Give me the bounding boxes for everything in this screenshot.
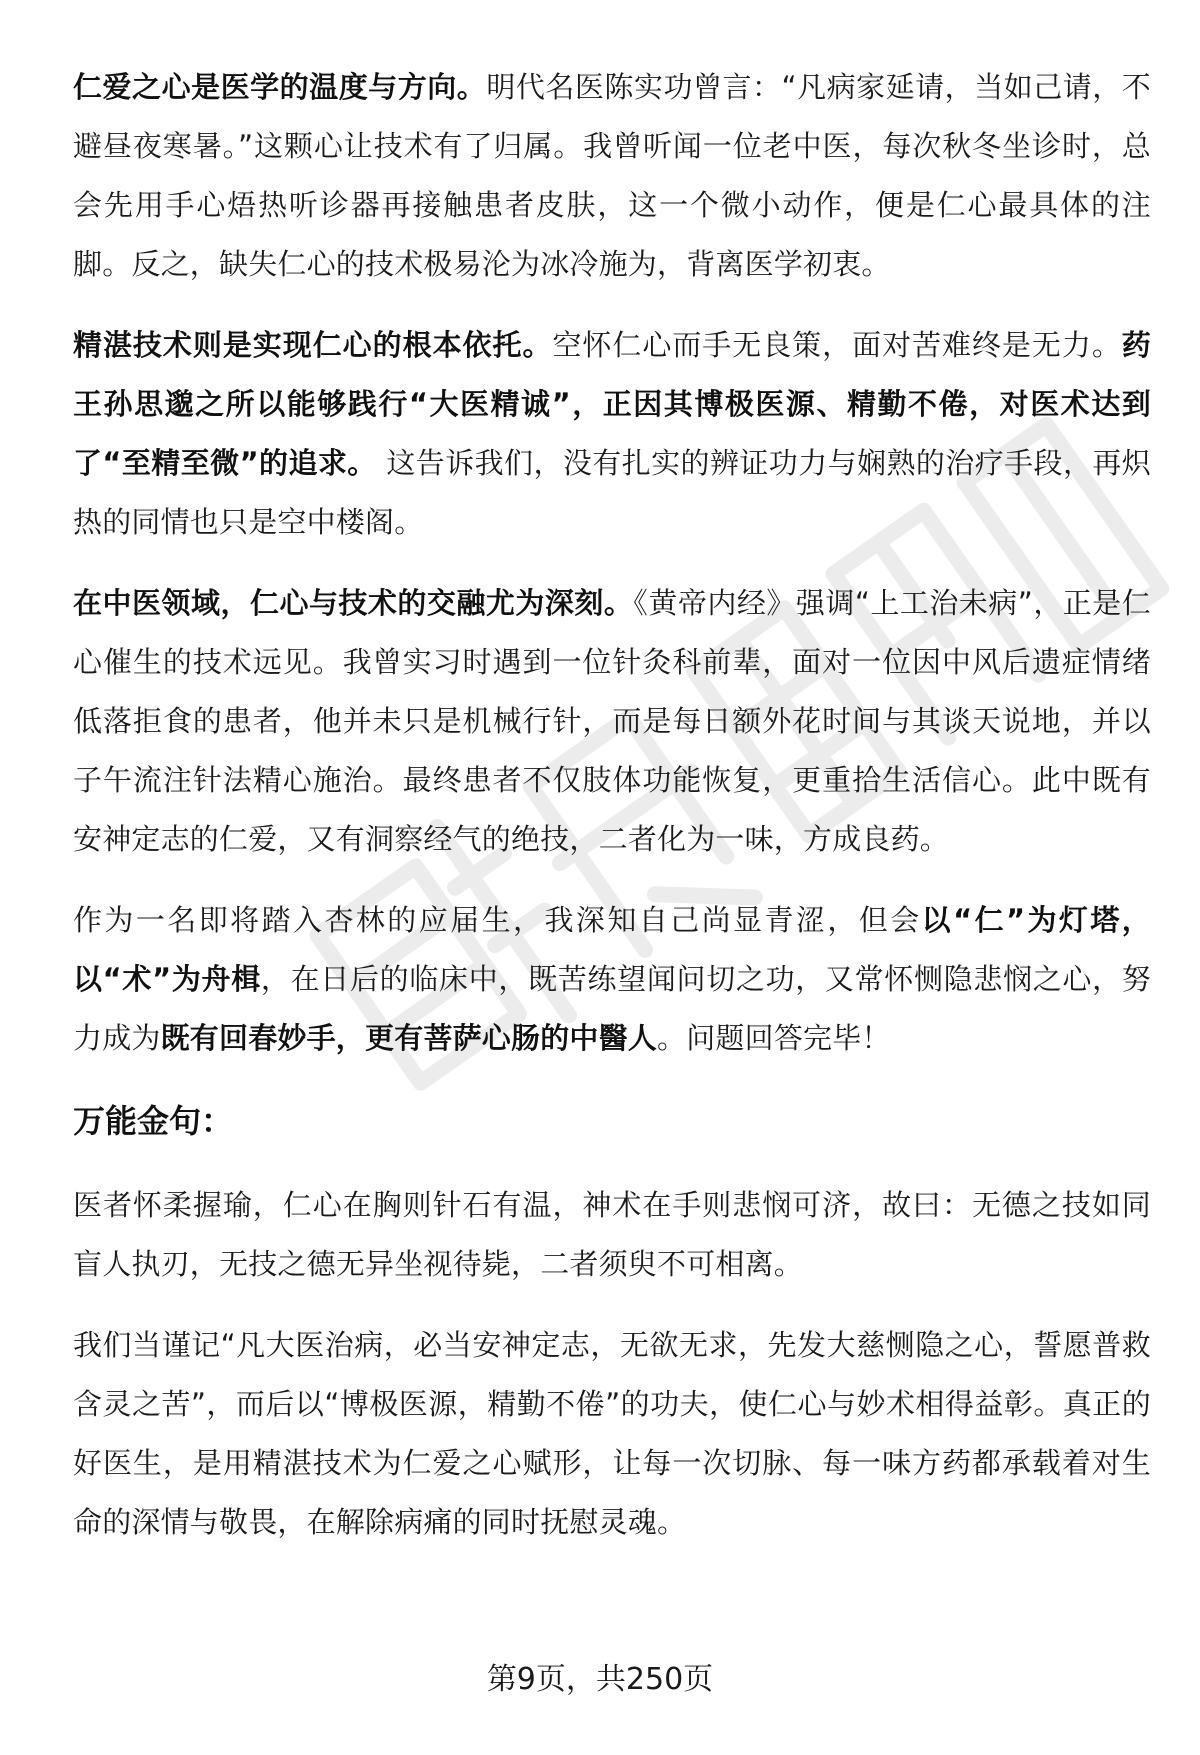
paragraph-jishu [73,316,1151,552]
emphasis-text: 药王孙思邈之所以能够践行“大医精诚”，正因其博极医源、精勤不倦，对医术达到了“至精至微”的追求。 [73,328,1151,480]
emphasis-text: 既有回春妙手，更有菩萨心肠的中醫人 [160,1021,658,1055]
body-text: 明代名医陈实功曾言：“凡病家延请，当如己请，不避昼夜寒暑。”这颗心让技术有了归属。我曾听闻一位老中医，每次秋冬坐诊时，总会先用手心焐热听诊器再接触患者皮肤，这一个微小动作，便是仁心最具体的注脚。反之，缺失仁心的技术极易沦为冰冷施为，背离医学初衷。 [73,70,1152,281]
quote-paragraph-2 [73,1316,1151,1552]
paragraph-renai [73,58,1151,294]
body-text: 空怀仁心而手无良策，面对苦难终是无力。 [552,328,1122,362]
emphasis-text: 以“仁”为灯塔，以“术”为舟楫 [73,903,1151,996]
emphasis-text: 在中医领域，仁心与技术的交融尤为深刻。 [73,586,634,620]
paragraph-conclusion [73,891,1151,1068]
paragraph-zhongyi [73,574,1151,869]
page-number: 第9页，共250页 [486,1662,714,1697]
body-text: 医者怀柔握瑜，仁心在胸则针石有温，神术在手则悲悯可济，故曰：无德之技如同盲人执刃，无技之德无异坐视待毙，二者须臾不可相离。 [73,1188,1151,1281]
quote-paragraph-1 [73,1176,1151,1294]
section-heading: 万能金句： [73,1102,234,1140]
emphasis-text: 仁爱之心是医学的温度与方向。 [73,70,487,104]
document-body [73,58,1151,1574]
body-text: 我们当谨记“凡大医治病，必当安神定志，无欲无求，先发大慈恻隐之心，誓愿普救含灵之苦”，而后以“博极医源，精勤不倦”的功夫，使仁心与妙术相得益彰。真正的好医生，是用精湛技术为仁爱之心赋形，让每一次切脉、每一味方药都承载着对生命的深情与敬畏，在解除病痛的同时抚慰灵魂。 [73,1328,1151,1539]
emphasis-text: 精湛技术则是实现仁心的根本依托。 [73,328,553,362]
body-text: 作为一名即将踏入杏林的应届生，我深知自己尚显青涩，但会 [73,903,922,937]
body-text: ，在日后的临床中，既苦练望闻问切之功，又常怀恻隐悲悯之心，努力成为 [73,962,1151,1055]
body-text: 。问题回答完毕！ [657,1021,891,1055]
body-text: 这告诉我们，没有扎实的辨证功力与娴熟的治疗手段，再炽热的同情也只是空中楼阁。 [73,446,1151,539]
body-text: 《黄帝内经》强调“上工治未病”，正是仁心催生的技术远见。我曾实习时遇到一位针灸科前辈，面对一位因中风后遗症情绪低落拒食的患者，他并未只是机械行针，而是每日额外花时间与其谈天说地，并以子午流注针法精心施治。最终患者不仅肢体功能恢复，更重拾生活信心。此中既有安神定志的仁爱，又有洞察经气的绝技，二者化为一味，方成良药。 [73,586,1151,856]
